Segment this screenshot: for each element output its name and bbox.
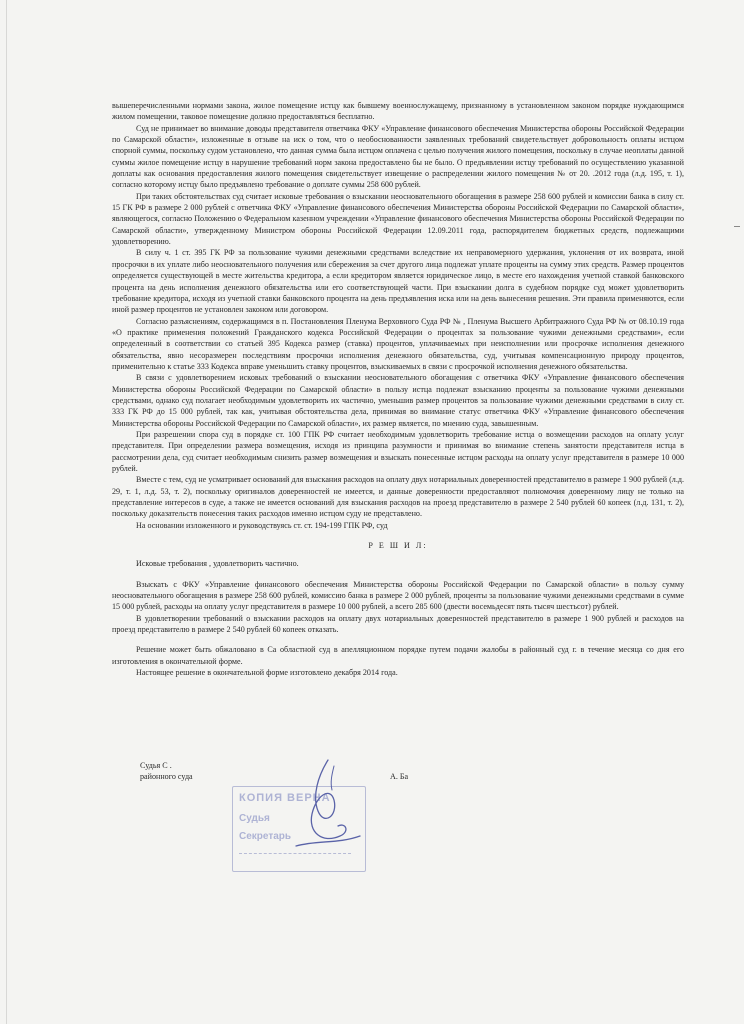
paragraph-7: Вместе с тем, суд не усматривает оснований для взыскания расходов на оплату двух нотариальных доверенностей представителю в размере 1 900 рублей (л.д. 29, т. 1, л.д. 53, т. 2), поскольку оригиналов доверенностей не имеется, и данные доверенности предоставляют полномочия доверенному лицу не только на представление интересов в суде, а также не имеется оснований для взыскания расходов на проезд представителю в размере 2 540 рублей 60 копеек (л.д. 131, т. 2), поскольку доказательств понесения таких расходов именно истцом суду не представлено.: [112, 475, 684, 519]
ruling-text: [112, 100, 684, 679]
paragraph-6: При разрешении спора суд в порядке ст. 100 ГПК РФ считает необходимым удовлетворить требование истца о возмещении расходов на оплату услуг представителя. При определении размера возмещения, исходя из принципа разумности и принимая во внимание степень занятости представителя истца в рассмотрении дела, суд считает необходимым снизить размер возмещения и взыскать понесенные истцом расходы на оплату услуг представителя в размере 10 000 рублей.: [112, 429, 684, 473]
paragraph-4: Согласно разъяснениям, содержащимся в п. Постановления Пленума Верховного Суда РФ № , Пленума Высшего Арбитражного Суда РФ № от 08.10.19 года «О практике применения положений Гражданского кодекса Российской Федерации о процентах за пользование чужими денежными средствами», если определенный в соответствии со статьей 395 Кодекса размер (ставка) процентов, уплачиваемых при неисполнении или просрочке исполнения денежного обязательства, явно несоразмерен последствиям просрочки исполнения денежного обязательства, суд, учитывая компенсационную природу процентов, применительно к статье 333 Кодекса вправе уменьшить ставку процентов, взыскиваемых в связи с просрочкой исполнения денежного обязательства.: [112, 316, 684, 371]
stamp-judge: Судья: [239, 813, 270, 824]
decision-4: Настоящее решение в окончательной форме изготовлено декабря 2014 года.: [136, 668, 398, 678]
paragraph-5: В связи с удовлетворением исковых требований о взыскании неосновательного обогащения с ответчика ФКУ «Управление финансового обеспечения Министерства обороны Российской Федерации по Самарской области» в пользу истца подлежат взысканию проценты за пользование чужими денежными средствами, однако суд полагает необходимым удовлетворить их частично, уменьшив размер процентов за пользование чужими денежными средствами в силу ст. 333 ГК РФ до 15 000 рублей, так как, учитывая обстоятельства дела, принимая во внимание статус ответчика ФКУ «Управление финансового обеспечения Министерства обороны Российской Федерации по Самарской области», их размер является, по мнению суда, завышенным.: [112, 373, 684, 428]
paragraph-2: При таких обстоятельствах суд считает исковые требования о взыскании неосновательного обогащения в размере 258 600 рублей и комиссии банка в силу ст. 15 ГК РФ в размере 2 000 рублей с ответчика ФКУ «Управление финансового обеспечения Министерства обороны Российской Федерации по Самарской области», являющегося, согласно Положению о Федеральном казенном учреждении «Управление финансового обеспечения Министерства обороны Российской Федерации по Самарской области», утвержденному Министром обороны Российской Федерации 12.09.2011 года, распорядителем бюджетных средств, подлежащими удовлетворению.: [112, 191, 684, 247]
judge-label: Судья С .: [140, 761, 172, 770]
decision-2: В удовлетворении требований о взыскании расходов на оплату двух нотариальных доверенностей представителю в размере 1 900 рублей и расходов на проезд представителю в размере 2 540 рублей 60 копеек отказать.: [112, 613, 684, 635]
judge-name: А. Ба: [390, 772, 409, 781]
handwritten-signature: [288, 756, 368, 856]
paragraph-8: На основании изложенного и руководствуясь ст. ст. 194-199 ГПК РФ, суд: [136, 520, 388, 530]
decision-3: Решение может быть обжаловано в Са областной суд в апелляционном порядке путем подачи жалобы в районный суд г. в течение месяца со дня его изготовления в окончательной форме.: [112, 645, 684, 666]
scan-edge-line: [6, 0, 7, 1024]
stamp-secretary: Секретарь: [239, 831, 292, 842]
paragraph-3: В силу ч. 1 ст. 395 ГК РФ за пользование чужими денежными средствами вследствие их неправомерного удержания, уклонения от их возврата, иной просрочки в их уплате либо неосновательного получения или сбережения за счет другого лица подлежат уплате проценты на сумму этих средств. Размер процентов определяется существующей в месте жительства кредитора, а если кредитором является юридическое лицо, в месте его нахождения учетной ставкой банковского процента на день исполнения денежного обязательства или его соответствующей части. При взыскании долга в судебном порядке суд может удовлетворить требование кредитора, исходя из учетной ставки банковского процента на день предъявления иска или на день вынесения решения. Эти правила применяются, если иной размер процентов не установлен законом или договором.: [112, 248, 684, 315]
reshil-heading: Р Е Ш И Л:: [368, 541, 428, 551]
signature-block: [112, 760, 684, 870]
decision-0: Исковые требования , удовлетворить частично.: [136, 559, 299, 569]
margin-mark: [734, 226, 740, 227]
stamp-title: КОПИЯ ВЕРНА: [239, 792, 331, 804]
decision-1: Взыскать с ФКУ «Управление финансового обеспечения Министерства обороны Российской Федерации по Самарской области» в пользу сумму неосновательного обогащения в размере 258 600 рублей, комиссию банка в размере 2 000 рублей, проценты за пользование чужими денежными средствами в сумме 15 000 рублей, расходы на оплату услуг представителя в размере 10 000 рублей, а всего 285 600 (двести восемьдесят пять тысяч шестьсот) рублей.: [112, 579, 684, 612]
paragraph-0: вышеперечисленными нормами закона, жилое помещение истцу как бывшему военнослужащему, признанному в установленном законом порядке нуждающимся жилом помещении, таковое помещение должно предоставляться бесплатно.: [112, 101, 684, 122]
paragraph-1: Суд не принимает во внимание доводы представителя ответчика ФКУ «Управление финансового обеспечения Министерства обороны Российской Федерации по Самарской области», изложенные в отзыве на иск о том, что о необоснованности заявленных требований свидетельствует добровольность оплаты истцом спорной суммы, поскольку судом установлено, что данная сумма была истцом оплачена с целью получения жилого помещения, поскольку в случае неоплаты данной суммы жилое помещение истцу в нарушение требований норм закона предоставлено бы не было. О предъявлении истцу требований по осуществлению указанной доплаты как основания предоставления жилого помещения свидетельствует извещение о распределении жилого помещения № от 20. .2012 года (л.д. 195, т. 1), согласно которому истцу было предъявлено требование о доплате суммы 258 600 рублей.: [112, 123, 684, 190]
court-label: районного суда: [140, 772, 193, 781]
